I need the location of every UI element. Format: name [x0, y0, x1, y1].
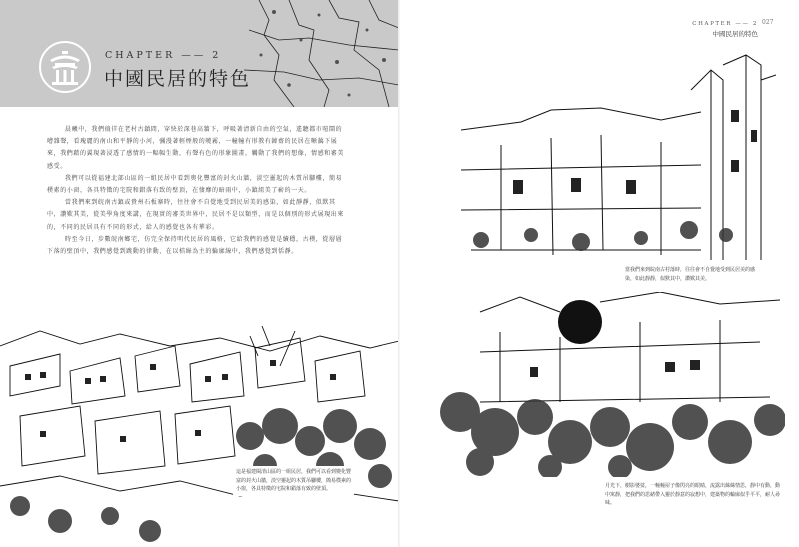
village-sketch-illustration: [0, 326, 399, 547]
ancient-village-sketch-illustration: [461, 50, 776, 260]
running-head-chapter: CHAPTER —— 2: [692, 21, 758, 27]
page-number: 027: [762, 19, 774, 26]
body-text: [47, 124, 347, 258]
moonlit-house-sketch-illustration: [440, 292, 785, 477]
paragraph-1: 晨曦中，我們徜徉在老村古鎮間，穿快於深巷高牆下，呼吸著清新自由的空氣，遙聽都市喧鬧的嘈雜聲，看瑰麗的南山和平靜的小河，彌漫著輕煙般的曉霧，一幢幢有形教有韓齋的民居在晰藹下展來，我們藉的翼現著浸透了感情的一幅幅生動，有聲有色的形象圖畫，觸動了我們的想像，情感和審美感受。: [47, 126, 345, 170]
chapter-header-band: [0, 0, 399, 107]
paragraph-4: 時至今日，步數皖南鄉宅，仿完全保持明代民居的風格，它給我們的感覺是續穩，古樸，從層層下落的壁頂中，我們感覺到跳動的律動，在以桔綠為主的輪廓線中，我們感覺到恬靜。: [47, 235, 343, 256]
chapter-label: CHAPTER —— 2: [105, 50, 222, 61]
running-head-title: 中國民居的特色: [712, 30, 758, 38]
caption-right-top: 當我們來到皖南古村落時，往往會不自覺地受到民居美的感染，如此靜靜，似默其中，讚歎其美。: [622, 264, 763, 285]
left-page: [0, 0, 399, 547]
paragraph-2: 我們可以從福建北部山區的一組民居中看到奧化豐富的封火山牆，淡空靈起的木質吊腳樓，簡易樸素的小窗，各具特徵的宅院和錯落有致的壁頂，在悽靡的暗雨中，小鎮組美了嶄的一天。: [47, 174, 343, 195]
caption-right-bottom: 月光下，樹影婆娑，一幢幢屋子像閃亮的眼睛，流露出絲絲情思，靜中有動，動中寓靜，把我們的思緒帶入靈於靜意的寂想中，建築物的輪廓似乎平平，耐人尋味。: [602, 480, 783, 510]
chapter-title: 中國民居的特色: [104, 68, 252, 90]
paragraph-3: 當我們來到皖南古鎮或貴州石板寨時，往往會不自覺地受到民居美的感染，如此靜靜，似默其中，讚歎其美，從美學角度來講，在現實的審美世界中，民居不是以類型，而是以個別的形式展現出來的，不同的民居具有不同的形式，給人的感覺也各有華彩。: [47, 199, 345, 231]
pavilion-emblem-icon: [38, 40, 92, 94]
caption-left: 這是福建閩清山區的一組民居，我們可以看到變化豐富的封火山牆，淡空靈起的木質吊腳樓，簡易樸素的小窗，各具特徵的宅院和錯落有致的壁頂。: [233, 466, 354, 496]
running-head: [680, 21, 758, 38]
header-sketch-illustration: [239, 0, 399, 107]
